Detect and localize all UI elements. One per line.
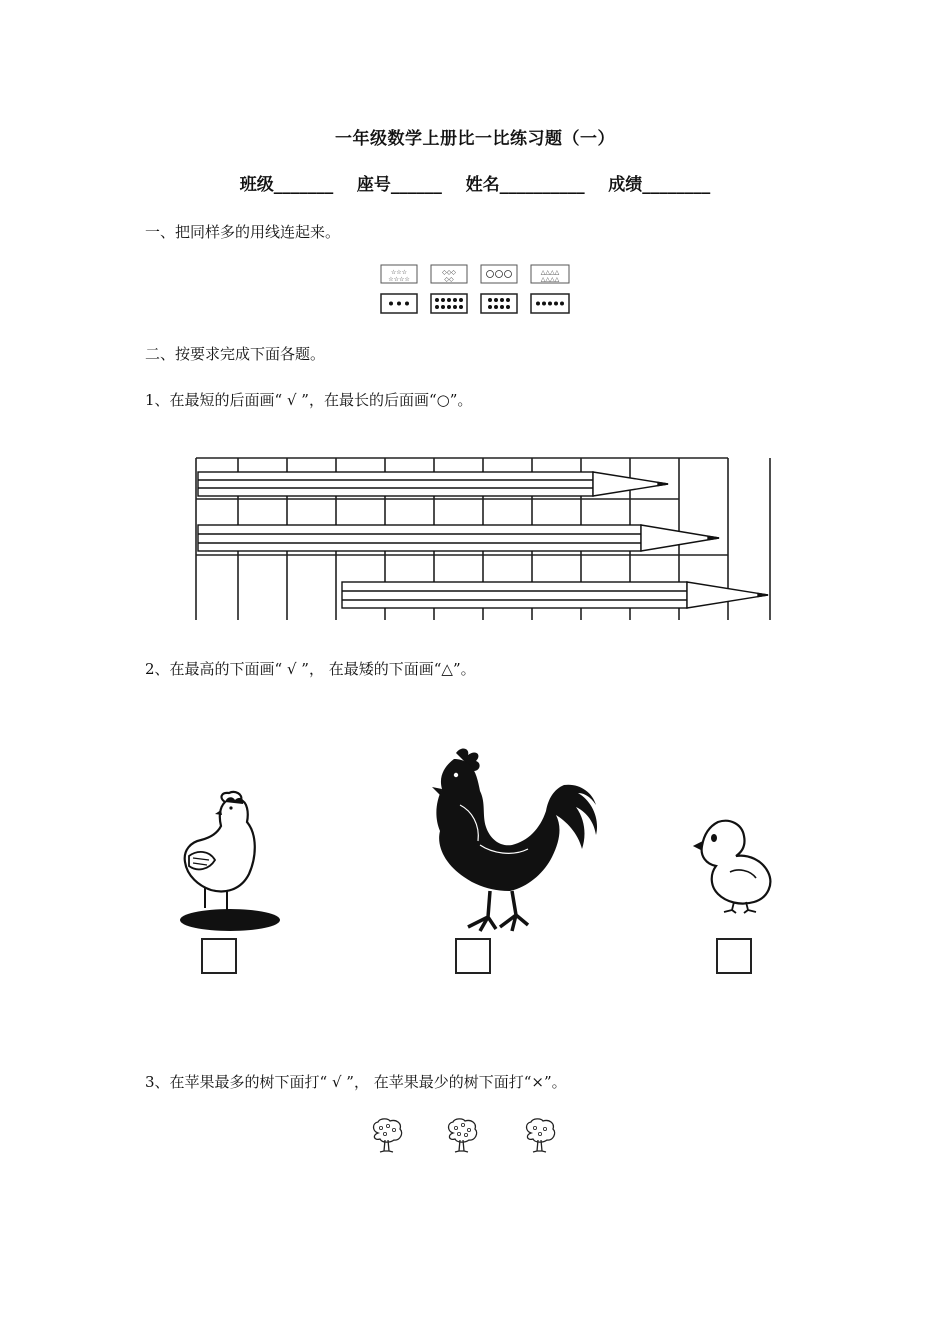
rooster-answer-box[interactable] bbox=[455, 938, 491, 974]
pencil-2-icon[interactable] bbox=[198, 525, 719, 551]
student-info-line[interactable]: 班级_______ 座号______ 姓名__________ 成绩________ bbox=[239, 175, 711, 195]
question-2: 2、在最高的下面画“ √ ”， 在最矮的下面画“△”。 bbox=[145, 660, 476, 678]
dots-5-icon[interactable] bbox=[531, 294, 569, 313]
section1-heading: 一、把同样多的用线连起来。 bbox=[145, 223, 341, 241]
svg-text:△△△△: △△△△ bbox=[540, 276, 560, 283]
dots-10-icon[interactable] bbox=[431, 294, 467, 313]
question-1: 1、在最短的后面画“ √ ”，在最长的后面画“○”。 bbox=[145, 391, 473, 409]
circle-group-icon[interactable] bbox=[481, 265, 517, 283]
chick-answer-box[interactable] bbox=[716, 938, 752, 974]
dots-3-icon[interactable] bbox=[381, 294, 417, 313]
question-3: 3、在苹果最多的树下面打“ √ ”， 在苹果最少的树下面打“×”。 bbox=[145, 1073, 567, 1091]
svg-text:◇◇: ◇◇ bbox=[444, 276, 454, 283]
svg-text:△△△△: △△△△ bbox=[540, 269, 560, 276]
hen-icon bbox=[175, 790, 285, 935]
svg-text:☆☆☆☆: ☆☆☆☆ bbox=[388, 276, 410, 283]
pencil-1-icon[interactable] bbox=[198, 472, 668, 496]
diamond-group-icon[interactable] bbox=[431, 265, 467, 283]
rooster-icon bbox=[420, 745, 600, 935]
bottom-card-row bbox=[380, 293, 572, 317]
svg-text:◇◇◇: ◇◇◇ bbox=[442, 269, 456, 276]
apple-tree-icon[interactable] bbox=[527, 1119, 555, 1152]
pencil-3-icon[interactable] bbox=[342, 582, 768, 608]
star-group-icon[interactable] bbox=[381, 265, 417, 283]
hen-answer-box[interactable] bbox=[201, 938, 237, 974]
pencil-grid-figure bbox=[190, 455, 780, 625]
apple-tree-icon[interactable] bbox=[374, 1119, 402, 1152]
dots-8-icon[interactable] bbox=[481, 294, 517, 313]
apple-tree-icon[interactable] bbox=[449, 1119, 477, 1152]
svg-text:☆☆☆: ☆☆☆ bbox=[390, 269, 408, 276]
triangle-group-icon[interactable] bbox=[531, 265, 569, 283]
section2-heading: 二、按要求完成下面各题。 bbox=[145, 345, 326, 363]
top-card-row bbox=[380, 264, 572, 288]
page-title: 一年级数学上册比一比练习题（一） bbox=[335, 129, 615, 149]
chick-icon bbox=[690, 818, 780, 913]
tree-row bbox=[370, 1118, 570, 1156]
